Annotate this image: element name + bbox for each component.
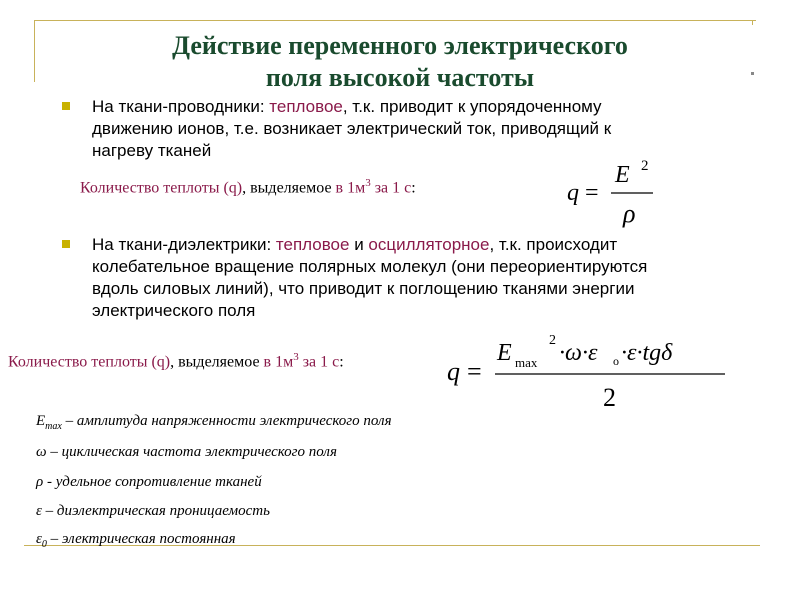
- legend-text: – диэлектрическая проницаемость: [41, 503, 270, 519]
- formula-1-lhs: q: [567, 180, 579, 206]
- legend-item-rho: [36, 473, 596, 491]
- formula-1-exponent: 2: [641, 158, 649, 174]
- heat-label-1-part2: , выделяемое: [242, 179, 336, 197]
- bullet-dielectrics: [92, 234, 752, 322]
- formula-2-omega-eps: ·ω·ε: [559, 340, 598, 366]
- legend-text: – электрическая постоянная: [46, 531, 236, 547]
- legend-symbol: ρ: [36, 474, 44, 490]
- frame-top-line: [34, 20, 756, 21]
- heat-label-2-part5: :: [339, 353, 344, 371]
- heat-label-2-part4: за 1 с: [298, 353, 340, 371]
- bullet-2-line-3: вдоль силовых линий), что приводит к поглощению тканями энергии: [92, 279, 635, 298]
- formula-2-svg: [445, 328, 735, 410]
- bullet-2-accent-thermal: тепловое: [275, 235, 350, 254]
- legend-symbol-sub: 0: [41, 539, 47, 550]
- legend-text: - удельное сопротивление тканей: [43, 474, 262, 490]
- formula-2-exponent: 2: [549, 333, 556, 348]
- legend-text: – циклическая частота электрического поля: [46, 444, 337, 460]
- legend-symbol: ε: [36, 531, 42, 547]
- bullet-conductors: [92, 96, 752, 162]
- bullet-1-prefix: На ткани-проводники:: [92, 97, 270, 116]
- slide-title: [60, 30, 740, 94]
- legend-symbol: E: [36, 413, 46, 429]
- formula-1-eq: =: [585, 180, 599, 206]
- heat-label-2-part1: Количество теплоты (q): [8, 353, 171, 371]
- bullet-2-suffix: , т.к. происходит: [489, 235, 618, 254]
- legend-text: – амплитуда напряженности электрического поля: [61, 413, 392, 429]
- formula-2-tail: ·ε·tgδ: [621, 340, 673, 366]
- bullet-2-line-1: [92, 234, 752, 256]
- bullet-1-line-2: движению ионов, т.е. возникает электрический ток, приводящий к: [92, 119, 612, 138]
- heat-label-1-part3: в 1м: [335, 179, 366, 197]
- bullet-1-accent: тепловое: [269, 97, 343, 116]
- frame-left-line: [34, 20, 35, 82]
- bullet-2-accent-oscillatory: осцилляторное: [368, 235, 490, 254]
- legend-symbol: ω: [36, 444, 47, 460]
- formula-2-eps-sub: o: [613, 354, 619, 368]
- formula-1-numerator: E: [615, 162, 630, 188]
- formula-2-E: E: [497, 340, 512, 366]
- heat-label-1-sup: 3: [365, 177, 371, 189]
- bullet-2-mid: и: [349, 235, 369, 254]
- bullet-marker-1: [62, 102, 70, 110]
- title-line-2: поля высокой частоты: [265, 63, 535, 92]
- bullet-1-suffix: , т.к. приводит к упорядоченному: [342, 97, 602, 116]
- heat-label-1-part5: :: [411, 179, 416, 197]
- formula-2-E-sub: max: [515, 355, 538, 370]
- bullet-marker-2: [62, 240, 70, 248]
- title-line-1: Действие переменного электрического: [172, 31, 628, 60]
- heat-label-1-part1: Количество теплоты (q): [80, 179, 243, 197]
- bullet-2-line-2: колебательное вращение полярных молекул (они переориентируются: [92, 257, 648, 276]
- formula-conductors: [565, 158, 665, 228]
- bullet-1-line-3: нагреву тканей: [92, 141, 212, 160]
- heat-label-2-part2: , выделяемое: [170, 353, 264, 371]
- formula-dielectrics: [445, 328, 735, 410]
- formula-1-svg: [565, 158, 665, 228]
- formula-2-lhs: q: [447, 357, 460, 386]
- legend-symbol: ε: [36, 503, 42, 519]
- frame-right-tick: [752, 20, 753, 25]
- legend-item-omega: [36, 443, 596, 461]
- heat-quantity-label-1: [80, 177, 416, 197]
- heat-label-1-part4: за 1 с: [370, 179, 412, 197]
- heat-label-2-sup: 3: [293, 351, 299, 363]
- legend-item-emax: [36, 412, 596, 436]
- formula-2-denominator: 2: [603, 383, 616, 410]
- formula-2-eq: =: [467, 357, 482, 386]
- legend-item-epsilon: [36, 502, 596, 520]
- decorative-dot: [751, 72, 754, 75]
- formula-1-denominator: ρ: [623, 199, 636, 228]
- legend-item-epsilon0: [36, 530, 596, 554]
- bullet-1-line-1: [92, 96, 752, 118]
- bullet-2-line-4: электрического поля: [92, 301, 256, 320]
- heat-quantity-label-2: [8, 351, 344, 371]
- legend-symbol-sub: max: [45, 421, 62, 432]
- bullet-2-prefix: На ткани-диэлектрики:: [92, 235, 276, 254]
- heat-label-2-part3: в 1м: [263, 353, 294, 371]
